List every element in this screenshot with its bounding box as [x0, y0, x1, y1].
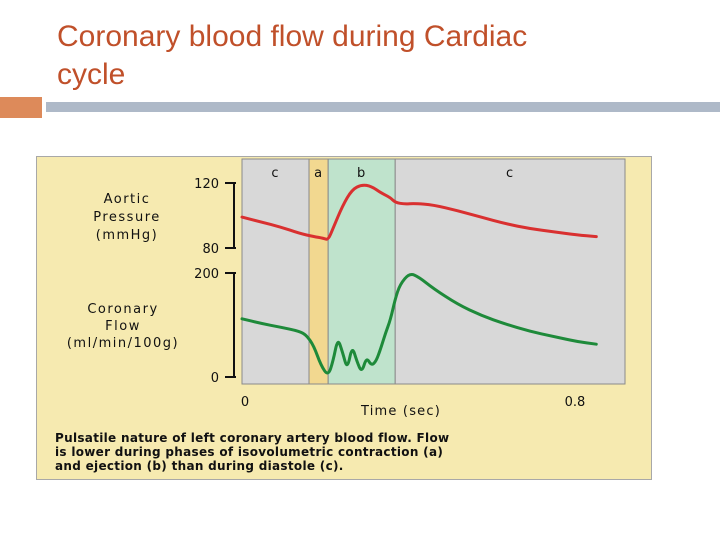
- ylabel-pressure-line-1: Aortic: [103, 192, 151, 207]
- slide-title-line-2: cycle: [57, 58, 126, 91]
- coronary-flow-figure: [36, 156, 652, 480]
- y-axis-pressure: [93, 177, 236, 257]
- phase-label-c-0: c: [271, 166, 280, 181]
- ylabel-flow-line-2: Flow: [105, 319, 141, 334]
- tick-0: 0: [210, 371, 219, 386]
- phase-bands: [242, 159, 625, 384]
- ylabel-pressure-line-3: (mmHg): [95, 228, 159, 243]
- caption-line-1: Pulsatile nature of left coronary artery blood flow. Flow: [55, 431, 450, 445]
- slide-title: [57, 18, 697, 94]
- x-axis-label: Time (sec): [360, 404, 442, 419]
- caption-line-3: and ejection (b) than during diastole (c).: [55, 459, 344, 473]
- tick-200: 200: [194, 267, 219, 282]
- chart-svg: [37, 157, 653, 481]
- ylabel-flow-line-1: Coronary: [87, 302, 159, 317]
- figure-caption: [55, 431, 449, 473]
- tick-120: 120: [194, 177, 219, 192]
- title-accent-bar: [46, 102, 720, 112]
- phase-band-b-2: [328, 159, 395, 384]
- phase-label-a-1: a: [314, 166, 324, 181]
- slide-title-line-1: Coronary blood flow during Cardiac: [57, 20, 528, 53]
- phase-label-b-2: b: [357, 166, 367, 181]
- tick-80: 80: [202, 242, 219, 257]
- phase-band-c-0: [242, 159, 309, 384]
- phase-label-c-3: c: [506, 166, 515, 181]
- phase-band-c-3: [395, 159, 625, 384]
- x-axis: [241, 395, 585, 419]
- ylabel-flow-line-3: (ml/min/100g): [66, 336, 180, 351]
- caption-line-2: is lower during phases of isovolumetric contraction (a): [55, 445, 444, 459]
- x-tick-0: 0: [240, 395, 250, 410]
- ylabel-pressure-line-2: Pressure: [93, 210, 161, 225]
- x-tick-0-8: 0.8: [564, 395, 586, 410]
- y-axis-flow: [67, 267, 236, 386]
- phase-band-a-1: [309, 159, 328, 384]
- title-accent-block: [0, 97, 42, 118]
